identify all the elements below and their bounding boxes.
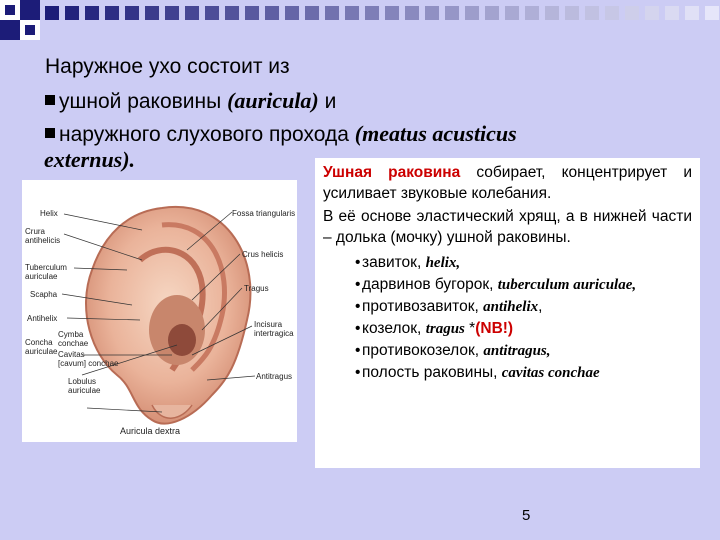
- description-panel: [315, 158, 700, 468]
- label-lobulus-2: auriculae: [68, 386, 101, 395]
- deco-stripe-square: [445, 6, 459, 20]
- ear-illustration: [22, 180, 297, 442]
- label-antihelix: Antihelix: [27, 314, 58, 323]
- deco-stripe-square: [325, 6, 339, 20]
- square-bullet-icon: [45, 95, 55, 105]
- label-helix: Helix: [40, 209, 58, 218]
- deco-stripe-square: [165, 6, 179, 20]
- intro-item-meatus: наружного слухового прохода (meatus acusticus: [45, 121, 517, 147]
- deco-stripe-square: [625, 6, 639, 20]
- deco-stripe-square: [405, 6, 419, 20]
- deco-square: [20, 0, 40, 20]
- deco-stripe-square: [485, 6, 499, 20]
- deco-stripe-square: [425, 6, 439, 20]
- deco-stripe-square: [685, 6, 699, 20]
- label-incisura: Incisura: [254, 320, 283, 329]
- list-item: • противозавиток, antihelix,: [355, 298, 543, 315]
- deco-stripe-square: [665, 6, 679, 20]
- label-cymba: Cymba: [58, 330, 84, 339]
- deco-stripe-square: [285, 6, 299, 20]
- list-item: • козелок, tragus *(NB!): [355, 320, 514, 337]
- deco-stripe-square: [45, 6, 59, 20]
- label-concha: Concha: [25, 338, 53, 347]
- header-decoration: [0, 0, 720, 40]
- deco-stripe-square: [705, 6, 719, 20]
- deco-stripe-square: [185, 6, 199, 20]
- deco-stripe: [45, 0, 720, 32]
- deco-stripe-square: [585, 6, 599, 20]
- deco-stripe-square: [145, 6, 159, 20]
- deco-stripe-square: [245, 6, 259, 20]
- list-item: • завиток, helix,: [355, 254, 461, 271]
- page-number: 5: [522, 507, 531, 524]
- intro-line: Наружное ухо состоит из: [45, 55, 290, 78]
- label-fossa: Fossa triangularis: [232, 209, 296, 218]
- deco-stripe-square: [225, 6, 239, 20]
- deco-stripe-square: [385, 6, 399, 20]
- deco-stripe-square: [365, 6, 379, 20]
- panel-paragraph-1: Ушная раковина собирает, концентрирует и усиливает звуковые колебания.: [323, 164, 692, 202]
- square-bullet-icon: [45, 128, 55, 138]
- label-tuberculum-2: auriculae: [25, 272, 58, 281]
- list-item: • противокозелок, antitragus,: [355, 342, 551, 359]
- panel-paragraph-2: В её основе эластический хрящ, а в нижней части – долька (мочку) ушной раковины.: [323, 208, 692, 246]
- label-incisura-2: intertragica: [254, 329, 294, 338]
- structures-list: [315, 252, 700, 384]
- deco-stripe-square: [545, 6, 559, 20]
- label-tuberculum: Tuberculum: [25, 263, 67, 272]
- deco-stripe-square: [645, 6, 659, 20]
- label-crura-2: antihelicis: [25, 236, 61, 245]
- deco-stripe-square: [605, 6, 619, 20]
- label-antitragus: Antitragus: [256, 372, 293, 381]
- deco-stripe-square: [305, 6, 319, 20]
- deco-stripe-square: [85, 6, 99, 20]
- deco-square: [25, 25, 35, 35]
- deco-stripe-square: [65, 6, 79, 20]
- deco-stripe-square: [125, 6, 139, 20]
- ear-figure: [22, 180, 297, 442]
- deco-stripe-square: [345, 6, 359, 20]
- intro-item-meatus-cont: externus).: [44, 147, 136, 172]
- intro-item-auricula: ушной раковины (auricula) и: [45, 88, 336, 114]
- label-concha-2: auriculae: [25, 347, 58, 356]
- label-cavitas-2: [cavum] conchae: [58, 359, 119, 368]
- deco-stripe-square: [105, 6, 119, 20]
- deco-stripe-square: [505, 6, 519, 20]
- label-scapha: Scapha: [30, 290, 58, 299]
- deco-stripe-square: [525, 6, 539, 20]
- figure-caption: Auricula dextra: [120, 426, 181, 436]
- label-tragus: Tragus: [244, 284, 269, 293]
- label-cymba-2: conchae: [58, 339, 89, 348]
- list-item: • полость раковины, cavitas conchae: [355, 364, 600, 381]
- deco-square: [0, 20, 20, 40]
- label-crus-helicis: Crus helicis: [242, 250, 284, 259]
- deco-stripe-square: [565, 6, 579, 20]
- deco-stripe-square: [465, 6, 479, 20]
- deco-stripe-square: [265, 6, 279, 20]
- label-crura: Crura: [25, 227, 46, 236]
- label-cavitas: Cavitas: [58, 350, 85, 359]
- label-lobulus: Lobulus: [68, 377, 97, 386]
- list-item: • дарвинов бугорок, tuberculum auriculae,: [355, 276, 637, 293]
- deco-stripe-square: [205, 6, 219, 20]
- deco-square: [5, 5, 15, 15]
